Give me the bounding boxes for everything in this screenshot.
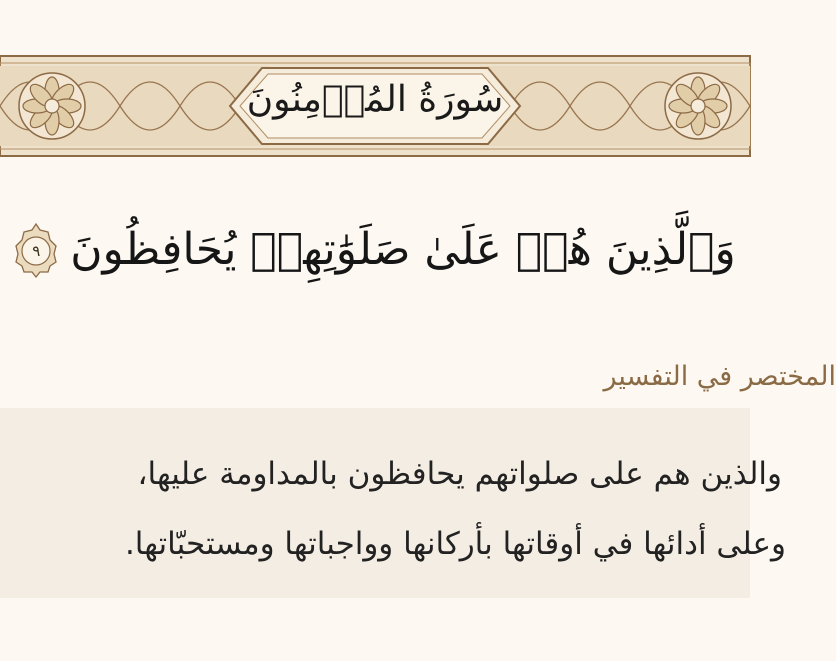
surah-header-banner <box>0 54 750 158</box>
verse-line[interactable] <box>0 210 750 290</box>
tafsir-title <box>0 352 836 402</box>
tafsir-text-box <box>0 408 786 598</box>
ayah-number: ٩ <box>32 242 41 260</box>
ornament-banner-icon <box>0 54 750 158</box>
ayah-number-marker <box>14 222 58 278</box>
tafsir-line: والذين هم على صلواتهم يحافظون بالمداومة عليها، <box>137 456 782 492</box>
tafsir-title-text: المختصر في التفسير <box>603 361 836 392</box>
tafsir-line: وعلى أدائها في أوقاتها بأركانها وواجباتها ومستحبّاتها. <box>124 526 786 562</box>
surah-name: سُورَةُ المُؤۡمِنُونَ <box>246 79 504 120</box>
verse-text: وَٱلَّذِينَ هُمۡ عَلَىٰ صَلَوَٰتِهِمۡ يُحَافِظُونَ <box>70 224 736 275</box>
